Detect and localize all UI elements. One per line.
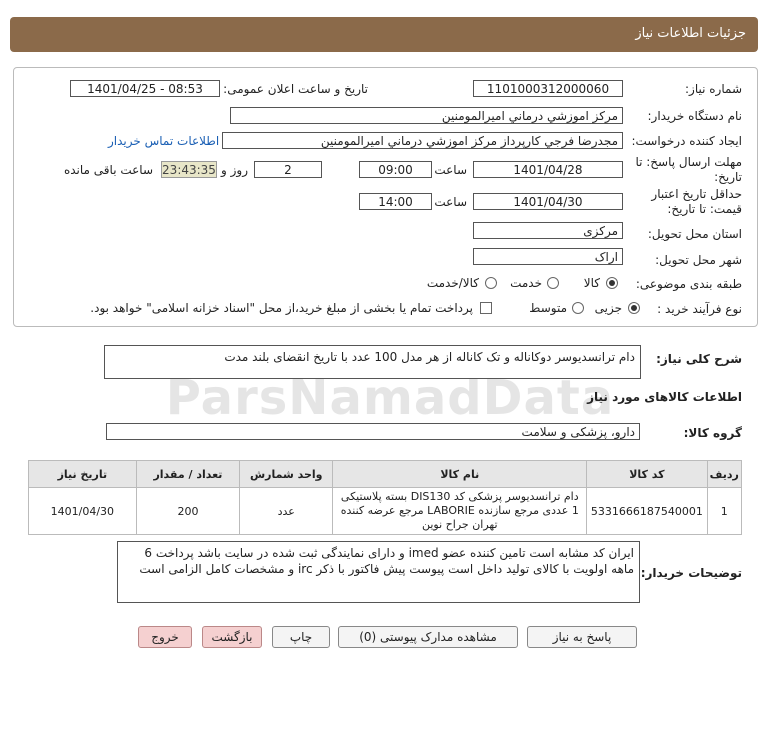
category-option-goods-service: کالا/خدمت: [426, 276, 479, 290]
cell-date: 1401/04/30: [29, 488, 137, 535]
buyer-notes-label: توضیحات خریدار:: [640, 566, 742, 580]
col-date: تاریخ نیاز: [29, 461, 137, 488]
province-field: مرکزی: [473, 222, 623, 239]
exit-button[interactable]: خروج: [138, 626, 192, 648]
city-field: اراک: [473, 248, 623, 265]
category-label: طبقه بندی موضوعی:: [635, 277, 742, 291]
validity-label-date: قیمت: تا تاریخ:: [667, 202, 742, 216]
deadline-time-field: 09:00: [359, 161, 432, 178]
deadline-label: مهلت ارسال پاسخ: تا: [635, 155, 742, 169]
reply-button[interactable]: پاسخ به نیاز: [527, 626, 637, 648]
validity-date-field: 1401/04/30: [473, 193, 623, 210]
purchase-radio-minor[interactable]: [628, 302, 640, 314]
remaining-label: ساعت باقی مانده: [63, 163, 153, 177]
deadline-label-date: تاریخ:: [714, 170, 742, 184]
category-radio-goods-service[interactable]: [485, 277, 497, 289]
cell-code: 5331666187540001: [587, 488, 707, 535]
province-label: استان محل تحویل:: [647, 227, 742, 241]
summary-label: شرح کلی نیاز:: [656, 352, 742, 366]
table-row: [29, 488, 742, 535]
purchase-option-medium: متوسط: [529, 301, 567, 315]
category-radio-service[interactable]: [547, 277, 559, 289]
summary-field: دام ترانسديوسر دوکاناله و تک کاناله از هر مدل 100 عدد با تاریخ انقضای بلند مدت: [104, 345, 641, 379]
col-name: نام کالا: [333, 461, 587, 488]
validity-label: حداقل تاریخ اعتبار: [651, 187, 742, 201]
table-header-row: [29, 461, 742, 488]
validity-time-label: ساعت: [434, 195, 467, 209]
deadline-date-field: 1401/04/28: [473, 161, 623, 178]
category-radio-goods[interactable]: [606, 277, 618, 289]
deadline-time-label: ساعت: [434, 163, 467, 177]
cell-qty: 200: [136, 488, 240, 535]
need-number-field: 1101000312000060: [473, 80, 623, 97]
items-table: [28, 460, 742, 535]
purchase-radio-medium[interactable]: [572, 302, 584, 314]
print-button[interactable]: چاپ: [272, 626, 330, 648]
creator-label: ایجاد کننده درخواست:: [631, 134, 742, 148]
cell-row: 1: [707, 488, 742, 535]
col-code: کد کالا: [587, 461, 707, 488]
days-label: روز و: [221, 163, 248, 177]
col-qty: تعداد / مقدار: [136, 461, 240, 488]
announce-label: تاریخ و ساعت اعلان عمومی:: [223, 82, 368, 96]
goods-group-label: گروه کالا:: [683, 426, 742, 440]
goods-section-title: اطلاعات کالاهای مورد نیاز: [587, 390, 742, 404]
page-header: [10, 17, 758, 52]
city-label: شهر محل تحویل:: [655, 253, 742, 267]
back-button[interactable]: بازگشت: [202, 626, 262, 648]
purchase-option-minor: جزیی: [594, 301, 622, 315]
category-option-goods: کالا: [583, 276, 600, 290]
goods-group-field: دارو، پزشکی و سلامت: [106, 423, 640, 440]
treasury-checkbox[interactable]: [480, 302, 492, 314]
col-unit: واحد شمارش: [240, 461, 333, 488]
watermark-text: ParsNamadData: [165, 370, 615, 426]
cell-unit: عدد: [240, 488, 333, 535]
buyer-contact-link[interactable]: اطلاعات تماس خریدار: [108, 134, 220, 148]
cell-name: دام ترانسدیوسر پزشکی کد DIS130 بسته پلاستیکی 1 عددی مرجع سازنده LABORIE مرجع عرضه کننده تهران جراح نوین: [333, 488, 587, 535]
purchase-type-label: نوع فرآیند خرید :: [657, 302, 742, 316]
buyer-org-label: نام دستگاه خریدار:: [647, 109, 742, 123]
treasury-note: پرداخت تمام یا بخشی از مبلغ خرید،از محل "اسناد خزانه اسلامی" خواهد بود.: [90, 301, 473, 315]
buyer-notes-field: ایران کد مشابه است تامین کننده عضو imed و دارای نمایندگی ثبت شده در سایت باشد پرداخت 6 ماهه اولویت با کالای تولید داخل است پیوست پیش فاکتور با ذکر irc و مشخصات کامل الزامی است: [117, 541, 640, 603]
attachments-button[interactable]: مشاهده مدارک پیوستی (0): [338, 626, 518, 648]
remaining-time-field: 23:43:35: [162, 163, 216, 177]
page-title: جزئیات اطلاعات نیاز: [635, 26, 746, 41]
announce-field: 1401/04/25 - 08:53: [70, 80, 220, 97]
category-option-service: خدمت: [510, 276, 542, 290]
validity-time-field: 14:00: [359, 193, 432, 210]
creator-field: مجدرضا فرجي کارپرداز مرکز اموزشي درماني اميرالمومنين: [222, 132, 623, 149]
buyer-org-field: مرکز اموزشي درماني اميرالمومنين: [230, 107, 623, 124]
days-field: 2: [254, 161, 322, 178]
need-number-label: شماره نیاز:: [685, 82, 742, 96]
col-row: ردیف: [707, 461, 742, 488]
